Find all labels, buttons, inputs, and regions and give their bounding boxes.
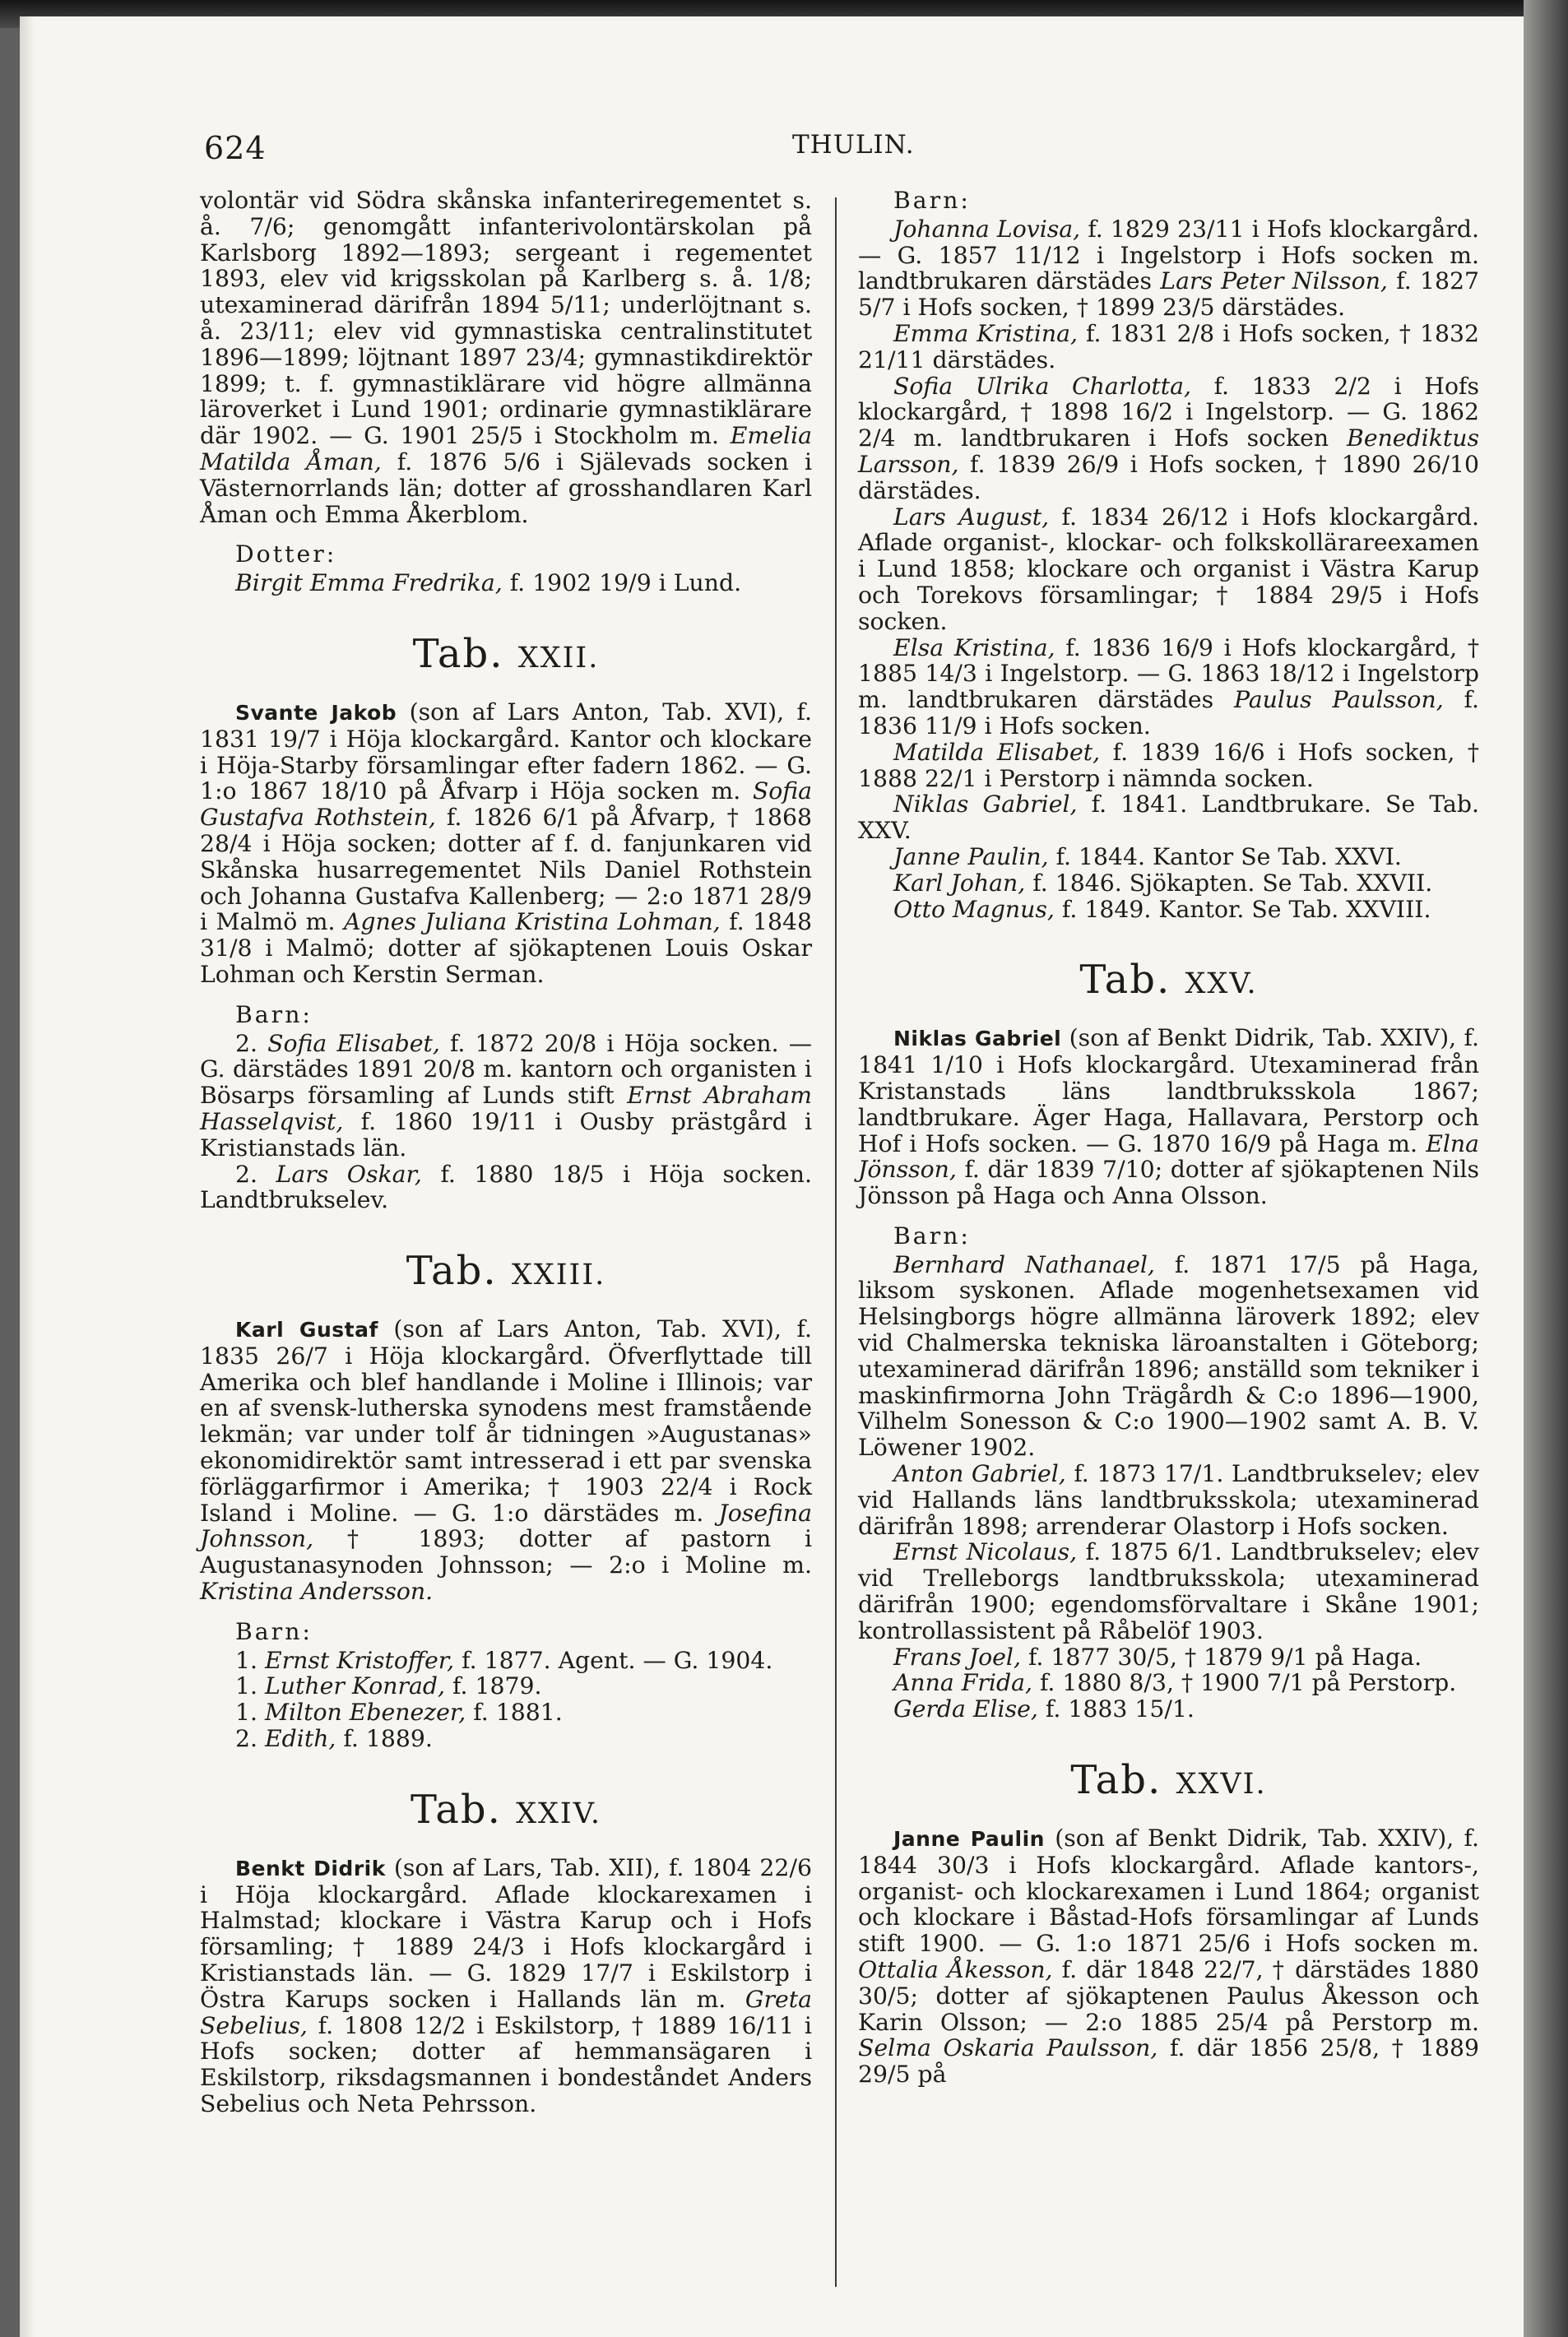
section-heading: Tab. XXVI. xyxy=(1070,1757,1267,1804)
list-item: Otto Magnus, f. 1849. Kantor. Se Tab. XXVIII. xyxy=(893,895,1431,923)
section-heading: Tab. XXIII. xyxy=(406,1248,606,1295)
barn-label: Barn: xyxy=(235,1000,313,1028)
list-item: 2. Lars Oskar, f. 1880 18/5 i Höja socken. Landtbrukselev. xyxy=(200,1160,812,1214)
list-item: Lars August, f. 1834 26/12 i Hofs klockargård. Aflade organist-, klockar- och folkskollärareexamen i Lund 1858; klockare och organist i Västra Karup och Torekovs församlingar; † 1884 29/5 i Hofs socken. xyxy=(858,503,1479,635)
list-item: Sofia Ulrika Charlotta, f. 1833 2/2 i Hofs klockargård, † 1898 16/2 i Ingelstorp. — G. 1862 2/4 m. landtbrukaren i Hofs socken Benediktus Larsson, f. 1839 26/9 i Hofs socken, † 1890 26/10 därstädes. xyxy=(858,372,1479,504)
list-item: Janne Paulin, f. 1844. Kantor Se Tab. XXVI. xyxy=(893,842,1402,870)
left-column xyxy=(200,188,812,2117)
list-item: Ernst Nicolaus, f. 1875 6/1. Landtbrukselev; elev vid Trelleborgs landtbruksskola; utexaminerad därifrån 1900; egendomsförvaltare i Skåne 1901; kontrollassistent på Råbelöf 1903. xyxy=(858,1538,1479,1644)
list-item: 2. Edith, f. 1889. xyxy=(235,1725,433,1753)
list-item: 2. Sofia Elisabet, f. 1872 20/8 i Höja socken. — G. därstädes 1891 20/8 m. kantorn och organisten i Bösarps församling af Lunds stift Ernst Abraham Hasselqvist, f. 1860 19/11 i Ousby prästgård i Kristianstads län. xyxy=(200,1029,813,1162)
list-item: 1. Luther Konrad, f. 1879. xyxy=(235,1672,542,1700)
entry-paragraph: Janne Paulin (son af Benkt Didrik, Tab. XXIV), f. 1844 30/3 i Hofs klockargård. Aflade kantors-, organist- och klockarexamen i Lund 1864; organist och klockare i Båstad-Hofs församlingar af Lunds stift 1900. — G. 1:o 1871 25/6 i Hofs socken m. Ottalia Åkesson, f. där 1848 22/7, † därstädes 1880 30/5; dotter af sjökaptenen Paulus Åkesson och Karin Olsson; — 2:o 1885 25/4 på Perstorp m. Selma Oskaria Paulsson, f. där 1856 25/8, † 1889 29/5 på xyxy=(858,1825,1479,2089)
paragraph-continued: volontär vid Södra skånska infanteriregementet s. å. 7/6; genomgått infanterivolontärskolan på Karlsborg 1892—1893; sergeant i regementet 1893, elev vid krigsskolan på Karlberg s. å. 1/8; utexaminerad därifrån 1894 5/11; underlöjtnant s. å. 23/11; elev vid gymnastiska centralinstitutet 1896—1899; löjtnant 1897 23/4; gymnastikdirektör 1899; t. f. gymnastiklärare vid högre allmänna läroverket i Lund 1901; ordinarie gymnastiklärare där 1902. — G. 1901 25/5 i Stockholm m. Emelia Matilda Åman, f. 1876 5/6 i Själevads socken i Västernorrlands län; dotter af grosshandlaren Karl Åman och Emma Åkerblom. xyxy=(200,187,813,528)
list-item: 1. Ernst Kristoffer, f. 1877. Agent. — G. 1904. xyxy=(235,1646,773,1674)
list-item: Anna Frida, f. 1880 8/3, † 1900 7/1 på Perstorp. xyxy=(893,1669,1457,1697)
section-heading: Tab. XXII. xyxy=(412,630,600,677)
list-item: Matilda Elisabet, f. 1839 16/6 i Hofs socken, † 1888 22/1 i Perstorp i nämnda socken. xyxy=(858,738,1480,792)
list-item: Anton Gabriel, f. 1873 17/1. Landtbrukselev; elev vid Hallands läns landtbruksskola; utexaminerad därifrån 1898; arrenderar Olastorp i Hofs socken. xyxy=(858,1460,1479,1540)
entry-paragraph: Niklas Gabriel (son af Benkt Didrik, Tab. XXIV), f. 1841 1/10 i Hofs klockargård. Utexaminerad från Kristanstads läns landtbruksskola 1867; landtbrukare. Äger Haga, Hallavara, Perstorp och Hof i Hofs socken. — G. 1870 16/9 på Haga m. Elna Jönsson, f. där 1839 7/10; dotter af sjökaptenen Nils Jönsson på Haga och Anna Olsson. xyxy=(858,1024,1479,1210)
right-column xyxy=(858,188,1479,2088)
list-item: 1. Milton Ebenezer, f. 1881. xyxy=(235,1699,563,1727)
list-item: Karl Johan, f. 1846. Sjökapten. Se Tab. XXVII. xyxy=(893,869,1433,897)
list-item: Birgit Emma Fredrika, f. 1902 19/9 i Lund. xyxy=(235,569,742,597)
entry-paragraph: Karl Gustaf (son af Lars Anton, Tab. XVI), f. 1835 26/7 i Höja klockargård. Öfverflyttade till Amerika och blef handlande i Moline i Illinois; var en af svensk-lutherska synodens mest framstående lekmän; var under tolf år tidningen »Augustanas» ekonomidirektör samt intresserad i ett par svenska förläggarfirmor i Amerika; † 1903 22/4 i Rock Island i Moline. — G. 1:o därstädes m. Josefina Johnsson, † 1893; dotter af pastorn i Augustanasynoden Johnsson; — 2:o i Moline m. Kristina Andersson. xyxy=(200,1315,812,1606)
entry-paragraph: Svante Jakob (son af Lars Anton, Tab. XVI), f. 1831 19/7 i Höja klockargård. Kantor och klockare i Höja-Starby församlingar efter fadern 1862. — G. 1:o 1867 18/10 på Åfvarp i Höja socken m. Sofia Gustafva Rothstein, f. 1826 6/1 på Åfvarp, † 1868 28/4 i Höja socken; dotter af f. d. fanjunkaren vid Skånska husarregementet Nils Daniel Rothstein och Johanna Gustafva Kallenberg; — 2:o 1871 28/9 i Malmö m. Agnes Juliana Kristina Lohman, f. 1848 31/8 i Malmö; dotter af sjökaptenen Louis Oskar Lohman och Kerstin Serman. xyxy=(200,698,813,988)
list-item: Bernhard Nathanael, f. 1871 17/5 på Haga, liksom syskonen. Aflade mogenhetsexamen vid Helsingborgs högre allmänna läroverk 1892; elev vid Chalmerska tekniska läroanstalten i Göteborg; utexaminerad därifrån 1896; anställd som tekniker i maskinfirmorna John Trägårdh & C:o 1896—1900, Vilhelm Sonesson & C:o 1900—1902 samt A. B. V. Löwener 1902. xyxy=(858,1250,1479,1462)
list-item: Niklas Gabriel, f. 1841. Landtbrukare. Se Tab. XXV. xyxy=(858,791,1479,845)
barn-label: Barn: xyxy=(893,187,971,214)
list-item: Gerda Elise, f. 1883 15/1. xyxy=(893,1695,1195,1723)
list-item: Frans Joel, f. 1877 30/5, † 1879 9/1 på Haga. xyxy=(893,1643,1422,1671)
list-item: Elsa Kristina, f. 1836 16/9 i Hofs klockargård, † 1885 14/3 i Ingelstorp. — G. 1863 18/12 i Ingelstorp m. landtbrukaren därstädes Paulus Paulsson, f. 1836 11/9 i Hofs socken. xyxy=(858,633,1479,740)
dotter-label: Dotter: xyxy=(235,540,337,568)
list-item: Johanna Lovisa, f. 1829 23/11 i Hofs klockargård. — G. 1857 11/12 i Ingelstorp i Hofs socken m. landtbrukaren därstädes Lars Peter Nilsson, f. 1827 5/7 i Hofs socken, † 1899 23/5 därstädes. xyxy=(858,215,1480,322)
next-page-edge xyxy=(1524,0,1568,2337)
running-head: THULIN. xyxy=(792,130,915,160)
entry-paragraph: Benkt Didrik (son af Lars, Tab. XII), f. 1804 22/6 i Höja klockargård. Aflade klockarexamen i Halmstad; klockare i Västra Karup och i Hofs församling; † 1889 24/3 i Hofs klockargård i Kristianstads län. — G. 1829 17/7 i Eskilstorp i Östra Karups socken i Hallands län m. Greta Sebelius, f. 1808 12/2 i Eskilstorp, † 1889 16/11 i Hofs socken; dotter af hemmansägaren i Eskilstorp, riksdagsmannen i bondeståndet Anders Sebelius och Neta Pehrsson. xyxy=(200,1853,812,2118)
page-number: 624 xyxy=(204,130,267,166)
section-heading: Tab. XXIV. xyxy=(410,1786,602,1833)
page-gutter-shadow xyxy=(20,16,35,2337)
section-heading: Tab. XXV. xyxy=(1079,957,1258,1004)
barn-label: Barn: xyxy=(893,1222,971,1250)
barn-label: Barn: xyxy=(235,1617,313,1645)
column-rule xyxy=(835,197,837,2287)
list-item: Emma Kristina, f. 1831 2/8 i Hofs socken, † 1832 21/11 därstädes. xyxy=(858,319,1479,373)
